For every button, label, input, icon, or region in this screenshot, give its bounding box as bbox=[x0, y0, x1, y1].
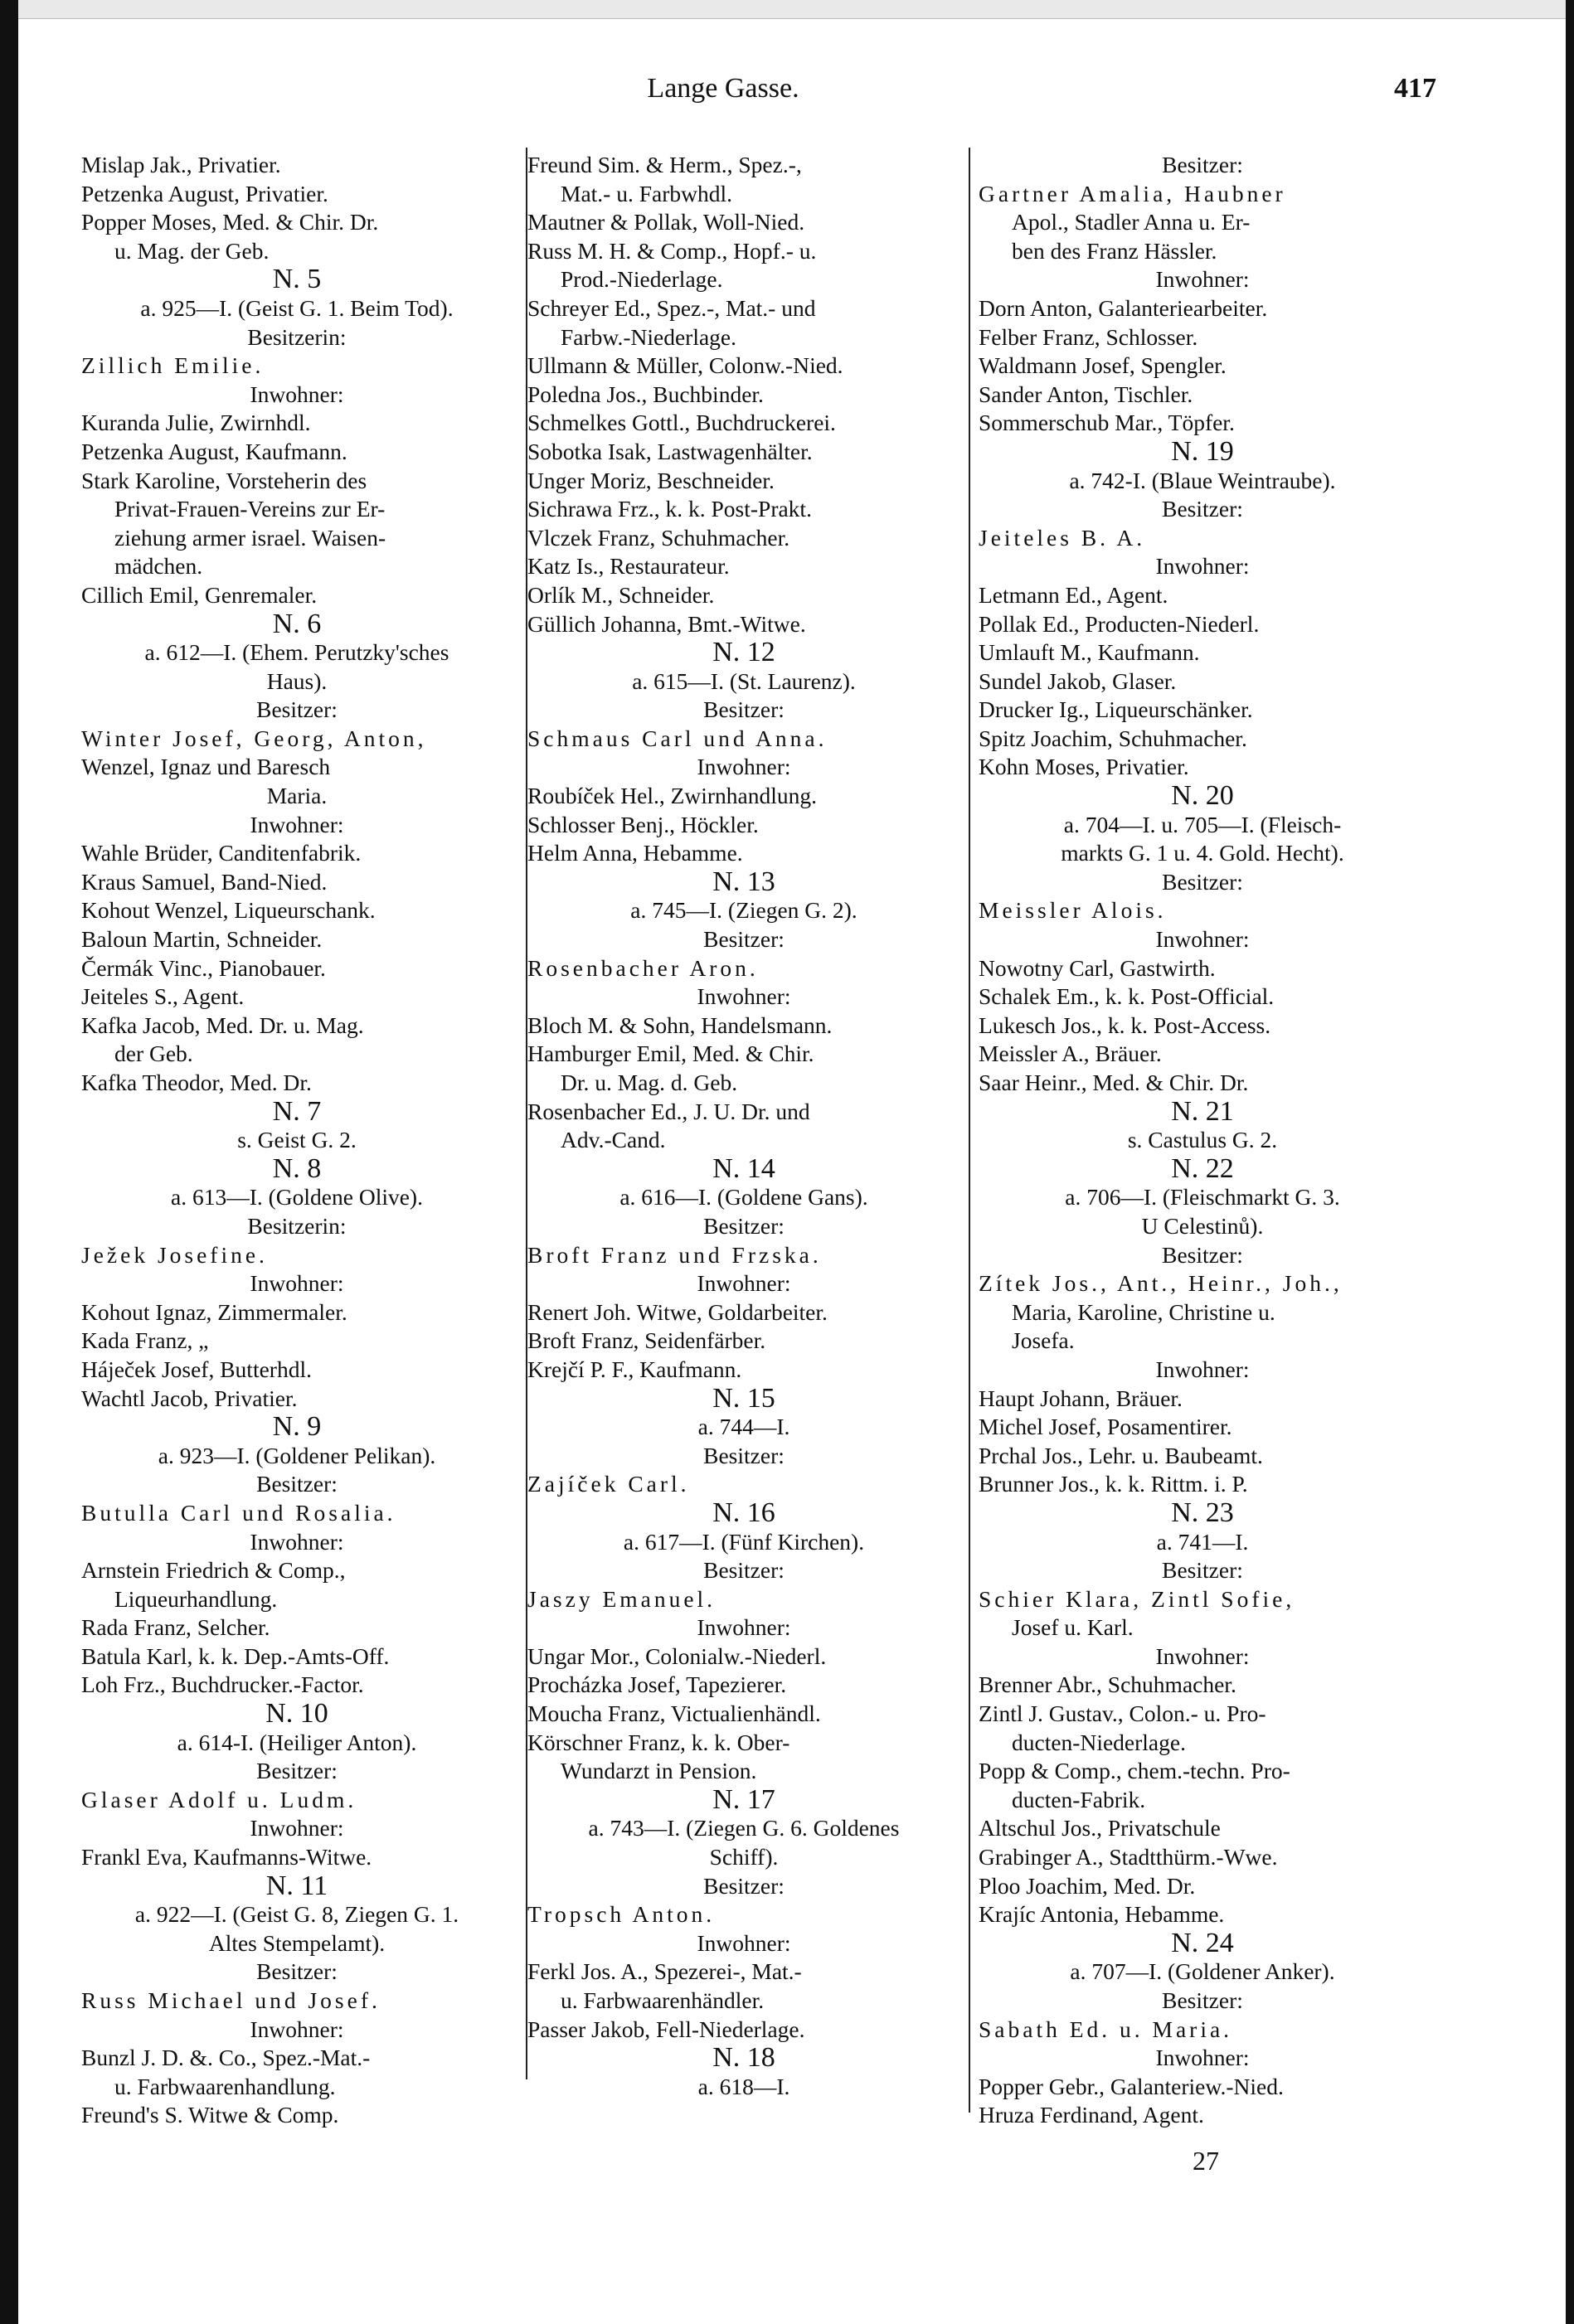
directory-line: Grabinger A., Stadtthürm.-Wwe. bbox=[979, 1844, 1278, 1870]
directory-line: Mat.- u. Farbwhdl. bbox=[561, 180, 732, 206]
directory-line: Inwohner: bbox=[697, 1929, 791, 1956]
directory-line: Apol., Stadler Anna u. Er- bbox=[1012, 209, 1251, 235]
directory-line: Felber Franz, Schlosser. bbox=[979, 323, 1198, 350]
house-number-heading: N. 22 bbox=[1171, 1152, 1234, 1184]
directory-line: Meissler Alois. bbox=[979, 897, 1167, 924]
directory-line: Schmaus Carl und Anna. bbox=[527, 725, 828, 751]
directory-line: Altschul Jos., Privatschule bbox=[979, 1815, 1221, 1841]
directory-line: Unger Moriz, Beschneider. bbox=[527, 467, 775, 493]
directory-line: Frankl Eva, Kaufmanns-Witwe. bbox=[81, 1844, 372, 1870]
directory-line: Rosenbacher Ed., J. U. Dr. und bbox=[527, 1098, 810, 1124]
directory-line: Russ Michael und Josef. bbox=[81, 1987, 381, 2013]
directory-line: Jeiteles B. A. bbox=[979, 524, 1146, 551]
directory-line: Glaser Adolf u. Ludm. bbox=[81, 1786, 357, 1812]
directory-line: Ullmann & Müller, Colonw.-Nied. bbox=[527, 352, 843, 379]
directory-line: a. 707—I. (Goldener Anker). bbox=[1070, 1958, 1335, 1985]
directory-line: Inwohner: bbox=[250, 1270, 344, 1297]
directory-line: Vlczek Franz, Schuhmacher. bbox=[527, 524, 790, 551]
directory-line: a. 615—I. (St. Laurenz). bbox=[632, 667, 856, 694]
directory-line: Kohout Ignaz, Zimmermaler. bbox=[81, 1298, 347, 1325]
directory-line: ziehung armer israel. Waisen- bbox=[114, 524, 386, 551]
directory-line: Meissler A., Bräuer. bbox=[979, 1041, 1162, 1067]
directory-line: Ungar Mor., Colonialw.-Niederl. bbox=[527, 1642, 827, 1669]
house-number-heading: N. 23 bbox=[1171, 1497, 1234, 1528]
house-number-heading: N. 10 bbox=[265, 1698, 328, 1730]
directory-line: Roubíček Hel., Zwirnhandlung. bbox=[527, 783, 818, 809]
directory-line: Besitzer: bbox=[703, 926, 785, 953]
directory-line: a. 922—I. (Geist G. 8, Ziegen G. 1. bbox=[134, 1901, 459, 1928]
directory-line: Wundarzt in Pension. bbox=[561, 1758, 757, 1784]
directory-line: a. 923—I. (Goldener Pelikan). bbox=[158, 1442, 436, 1468]
directory-line: Krajíc Antonia, Hebamme. bbox=[979, 1901, 1225, 1928]
directory-line: Arnstein Friedrich & Comp., bbox=[81, 1557, 346, 1584]
directory-line: Helm Anna, Hebamme. bbox=[527, 840, 743, 866]
directory-line: Inwohner: bbox=[250, 811, 344, 837]
directory-line: Moucha Franz, Victualienhändl. bbox=[527, 1701, 821, 1727]
directory-line: Sander Anton, Tischler. bbox=[979, 381, 1193, 407]
directory-line: Jeiteles S., Agent. bbox=[81, 983, 245, 1010]
directory-line: Bunzl J. D. &. Co., Spez.-Mat.- bbox=[81, 2045, 371, 2071]
directory-line: Inwohner: bbox=[250, 2016, 344, 2042]
directory-line: s. Geist G. 2. bbox=[237, 1127, 357, 1153]
directory-line: Háječek Josef, Butterhdl. bbox=[81, 1356, 312, 1382]
house-number-heading: N. 6 bbox=[272, 608, 322, 639]
house-number-heading: N. 7 bbox=[272, 1095, 322, 1127]
directory-line: Mislap Jak., Privatier. bbox=[81, 152, 281, 177]
directory-line: Sommerschub Mar., Töpfer. bbox=[979, 410, 1235, 436]
house-number-heading: N. 5 bbox=[272, 264, 322, 295]
directory-line: Besitzerin: bbox=[247, 1212, 347, 1239]
directory-line: Körschner Franz, k. k. Ober- bbox=[527, 1729, 790, 1755]
directory-line: Inwohner: bbox=[1155, 926, 1250, 953]
directory-line: Besitzerin: bbox=[247, 323, 347, 350]
directory-line: Brunner Jos., k. k. Rittm. i. P. bbox=[979, 1471, 1248, 1497]
directory-line: Besitzer: bbox=[1162, 868, 1243, 895]
directory-line: Rada Franz, Selcher. bbox=[81, 1614, 270, 1641]
directory-line: Loh Frz., Buchdrucker.-Factor. bbox=[81, 1671, 364, 1698]
directory-line: Besitzer: bbox=[1162, 1557, 1243, 1584]
directory-line: Kohn Moses, Privatier. bbox=[979, 754, 1189, 780]
house-number-heading: N. 21 bbox=[1171, 1095, 1234, 1127]
directory-line: Popper Gebr., Galanteriew.-Nied. bbox=[979, 2073, 1284, 2099]
directory-line: Rosenbacher Aron. bbox=[527, 954, 759, 981]
house-number-heading: N. 16 bbox=[712, 1497, 775, 1528]
directory-line: a. 612—I. (Ehem. Perutzky'sches bbox=[144, 639, 449, 666]
column-right bbox=[979, 151, 1426, 2130]
directory-line: Kada Franz, „ bbox=[81, 1327, 209, 1354]
directory-line: ben des Franz Hässler. bbox=[1012, 237, 1217, 264]
directory-line: Maria. bbox=[266, 783, 328, 809]
sheet-signature: 27 bbox=[1193, 2146, 1219, 2176]
directory-line: Cillich Emil, Genremaler. bbox=[81, 581, 318, 608]
directory-line: Besitzer: bbox=[703, 1557, 785, 1584]
directory-line: Dorn Anton, Galanteriearbeiter. bbox=[979, 294, 1268, 321]
directory-line: Zajíček Carl. bbox=[527, 1471, 690, 1497]
directory-line: ducten-Niederlage. bbox=[1012, 1729, 1186, 1755]
directory-line: Freund's S. Witwe & Comp. bbox=[81, 2102, 339, 2128]
directory-line: Inwohner: bbox=[697, 983, 791, 1010]
directory-line: Inwohner: bbox=[250, 381, 344, 407]
house-number-heading: N. 18 bbox=[712, 2042, 775, 2074]
house-number-heading: N. 12 bbox=[712, 637, 775, 668]
column-middle bbox=[527, 151, 960, 2101]
directory-line: Spitz Joachim, Schuhmacher. bbox=[979, 725, 1247, 751]
house-number-heading: N. 9 bbox=[272, 1411, 322, 1443]
directory-line: Katz Is., Restaurateur. bbox=[527, 553, 730, 580]
directory-line: Batula Karl, k. k. Dep.-Amts-Off. bbox=[81, 1642, 390, 1669]
directory-line: Michel Josef, Posamentirer. bbox=[979, 1414, 1232, 1440]
directory-line: u. Mag. der Geb. bbox=[114, 237, 270, 264]
directory-line: Josef u. Karl. bbox=[1012, 1614, 1134, 1641]
directory-line: Schiff). bbox=[709, 1844, 779, 1870]
directory-line: Waldmann Josef, Spengler. bbox=[979, 352, 1227, 379]
directory-line: Haus). bbox=[266, 667, 328, 694]
directory-line: Schlosser Benj., Höckler. bbox=[527, 811, 759, 837]
directory-line: Mautner & Pollak, Woll-Nied. bbox=[527, 209, 805, 235]
directory-line: Inwohner: bbox=[250, 1815, 344, 1841]
directory-line: Inwohner: bbox=[1155, 266, 1250, 293]
directory-line: Schier Klara, Zintl Sofie, bbox=[979, 1585, 1295, 1612]
house-number-heading: N. 15 bbox=[712, 1382, 775, 1414]
directory-line: Stark Karoline, Vorsteherin des bbox=[81, 467, 367, 493]
directory-line: Dr. u. Mag. d. Geb. bbox=[561, 1070, 738, 1095]
page-title: Lange Gasse. bbox=[647, 73, 799, 104]
directory-line: s. Castulus G. 2. bbox=[1127, 1127, 1278, 1153]
directory-line: U Celestinů). bbox=[1141, 1212, 1264, 1239]
directory-line: Broft Franz, Seidenfärber. bbox=[527, 1327, 766, 1354]
directory-line: Wachtl Jacob, Privatier. bbox=[81, 1385, 298, 1411]
directory-line: a. 618—I. bbox=[697, 2073, 790, 2099]
directory-line: der Geb. bbox=[114, 1041, 193, 1067]
directory-line: Ferkl Jos. A., Spezerei-, Mat.- bbox=[527, 1958, 802, 1985]
directory-line: Renert Joh. Witwe, Goldarbeiter. bbox=[527, 1298, 828, 1325]
directory-line: Wenzel, Ignaz und Baresch bbox=[81, 754, 331, 780]
directory-line: Petzenka August, Privatier. bbox=[81, 180, 328, 206]
directory-line: a. 704—I. u. 705—I. (Fleisch- bbox=[1063, 811, 1342, 837]
column-left bbox=[81, 151, 513, 2130]
directory-line: Tropsch Anton. bbox=[527, 1901, 716, 1928]
directory-line: Procházka Josef, Tapezierer. bbox=[527, 1671, 787, 1698]
directory-line: Besitzer: bbox=[256, 1758, 338, 1784]
directory-line: Jaszy Emanuel. bbox=[527, 1585, 717, 1612]
directory-line: Besitzer: bbox=[703, 1872, 785, 1899]
directory-line: Kafka Theodor, Med. Dr. bbox=[81, 1070, 312, 1095]
directory-line: markts G. 1 u. 4. Gold. Hecht). bbox=[1061, 840, 1344, 866]
directory-line: Liqueurhandlung. bbox=[114, 1585, 278, 1612]
directory-line: Umlauft M., Kaufmann. bbox=[979, 639, 1200, 666]
directory-line: Inwohner: bbox=[1155, 553, 1250, 580]
house-number-heading: N. 8 bbox=[272, 1152, 322, 1184]
directory-line: Passer Jakob, Fell-Niederlage. bbox=[527, 2016, 805, 2042]
directory-line: Besitzer: bbox=[703, 1442, 785, 1468]
directory-line: Privat-Frauen-Vereins zur Er- bbox=[114, 496, 386, 522]
directory-line: Hruza Ferdinand, Agent. bbox=[979, 2102, 1204, 2128]
house-number-heading: N. 14 bbox=[712, 1152, 775, 1184]
directory-line: Winter Josef, Georg, Anton, bbox=[81, 725, 427, 751]
directory-line: Besitzer: bbox=[256, 696, 338, 723]
directory-line: Inwohner: bbox=[697, 754, 791, 780]
directory-line: Gartner Amalia, Haubner bbox=[979, 180, 1286, 206]
directory-line: Besitzer: bbox=[256, 1958, 338, 1985]
directory-line: Letmann Ed., Agent. bbox=[979, 581, 1168, 608]
directory-line: a. 706—I. (Fleischmarkt G. 3. bbox=[1065, 1184, 1340, 1211]
directory-line: u. Farbwaarenhandlung. bbox=[114, 2073, 336, 2099]
directory-line: Inwohner: bbox=[1155, 1356, 1250, 1382]
directory-line: Inwohner: bbox=[1155, 2045, 1250, 2071]
directory-line: Inwohner: bbox=[697, 1614, 791, 1641]
directory-line: Josefa. bbox=[1012, 1327, 1075, 1354]
directory-line: Besitzer: bbox=[1162, 152, 1243, 177]
directory-line: a. 925—I. (Geist G. 1. Beim Tod). bbox=[140, 294, 454, 321]
directory-line: a. 614-I. (Heiliger Anton). bbox=[177, 1729, 417, 1755]
directory-line: Poledna Jos., Buchbinder. bbox=[527, 381, 764, 407]
directory-line: Zintl J. Gustav., Colon.- u. Pro- bbox=[979, 1701, 1266, 1727]
directory-line: a. 742-I. (Blaue Weintraube). bbox=[1069, 467, 1336, 493]
directory-line: Inwohner: bbox=[250, 1528, 344, 1555]
directory-line: Maria, Karoline, Christine u. bbox=[1012, 1298, 1275, 1325]
directory-line: Adv.-Cand. bbox=[561, 1127, 666, 1153]
directory-line: Kafka Jacob, Med. Dr. u. Mag. bbox=[81, 1012, 364, 1038]
directory-line: Schalek Em., k. k. Post-Official. bbox=[979, 983, 1275, 1010]
directory-line: a. 743—I. (Ziegen G. 6. Goldenes bbox=[588, 1815, 900, 1841]
directory-line: Kuranda Julie, Zwirnhdl. bbox=[81, 410, 311, 436]
house-number-heading: N. 13 bbox=[712, 866, 775, 897]
directory-line: mädchen. bbox=[114, 553, 203, 580]
directory-line: Besitzer: bbox=[256, 1471, 338, 1497]
directory-line: Drucker Ig., Liqueurschänker. bbox=[979, 696, 1253, 723]
directory-line: Prchal Jos., Lehr. u. Baubeamt. bbox=[979, 1442, 1263, 1468]
directory-line: Inwohner: bbox=[697, 1270, 791, 1297]
directory-line: Sobotka Isak, Lastwagenhälter. bbox=[527, 438, 813, 464]
page-number: 417 bbox=[1394, 73, 1436, 104]
house-number-heading: N. 17 bbox=[712, 1783, 775, 1815]
directory-line: Zillich Emilie. bbox=[81, 352, 265, 379]
directory-line: Popper Moses, Med. & Chir. Dr. bbox=[81, 209, 379, 235]
column-rule-2 bbox=[969, 148, 970, 2113]
directory-line: Nowotny Carl, Gastwirth. bbox=[979, 954, 1216, 981]
house-number-heading: N. 24 bbox=[1171, 1927, 1234, 1958]
directory-line: Besitzer: bbox=[1162, 496, 1243, 522]
directory-line: Wahle Brüder, Canditenfabrik. bbox=[81, 840, 362, 866]
directory-line: a. 617—I. (Fünf Kirchen). bbox=[623, 1528, 865, 1555]
directory-line: Sabath Ed. u. Maria. bbox=[979, 2016, 1233, 2042]
house-number-heading: N. 19 bbox=[1171, 435, 1234, 467]
page-top-edge bbox=[18, 0, 1566, 19]
directory-line: a. 745—I. (Ziegen G. 2). bbox=[630, 897, 857, 924]
directory-line: Baloun Martin, Schneider. bbox=[81, 926, 323, 953]
directory-line: Schmelkes Gottl., Buchdruckerei. bbox=[527, 410, 836, 436]
directory-line: Besitzer: bbox=[703, 696, 785, 723]
directory-line: Pollak Ed., Producten-Niederl. bbox=[979, 610, 1260, 637]
directory-line: Orlík M., Schneider. bbox=[527, 581, 715, 608]
directory-line: a. 741—I. bbox=[1156, 1528, 1249, 1555]
directory-line: a. 616—I. (Goldene Gans). bbox=[619, 1184, 868, 1211]
house-number-heading: N. 20 bbox=[1171, 780, 1234, 812]
directory-line: Zítek Jos., Ant., Heinr., Joh., bbox=[979, 1270, 1343, 1297]
directory-line: Čermák Vinc., Pianobauer. bbox=[81, 954, 326, 981]
directory-line: Inwohner: bbox=[1155, 1642, 1250, 1669]
directory-line: ducten-Fabrik. bbox=[1012, 1786, 1146, 1812]
directory-line: Prod.-Niederlage. bbox=[561, 266, 723, 293]
directory-line: Besitzer: bbox=[1162, 1241, 1243, 1268]
directory-line: Kohout Wenzel, Liqueurschank. bbox=[81, 897, 376, 924]
directory-line: Saar Heinr., Med. & Chir. Dr. bbox=[979, 1070, 1249, 1095]
directory-line: a. 613—I. (Goldene Olive). bbox=[171, 1184, 423, 1211]
directory-line: Hamburger Emil, Med. & Chir. bbox=[527, 1041, 814, 1067]
directory-line: Besitzer: bbox=[703, 1212, 785, 1239]
directory-line: Haupt Johann, Bräuer. bbox=[979, 1385, 1183, 1411]
directory-line: Russ M. H. & Comp., Hopf.- u. bbox=[527, 237, 817, 264]
directory-line: Sichrawa Frz., k. k. Post-Prakt. bbox=[527, 496, 812, 522]
directory-line: Freund Sim. & Herm., Spez.-, bbox=[527, 152, 802, 177]
directory-line: u. Farbwaarenhändler. bbox=[561, 1987, 765, 2013]
directory-line: a. 744—I. bbox=[697, 1414, 790, 1440]
directory-line: Ploo Joachim, Med. Dr. bbox=[979, 1872, 1196, 1899]
directory-line: Brenner Abr., Schuhmacher. bbox=[979, 1671, 1236, 1698]
directory-line: Popp & Comp., chem.-techn. Pro- bbox=[979, 1758, 1290, 1784]
directory-page bbox=[18, 0, 1566, 2324]
directory-line: Besitzer: bbox=[1162, 1987, 1243, 2013]
directory-line: Kraus Samuel, Band-Nied. bbox=[81, 868, 328, 895]
directory-line: Farbw.-Niederlage. bbox=[561, 323, 737, 350]
directory-line: Schreyer Ed., Spez.-, Mat.- und bbox=[527, 294, 816, 321]
directory-line: Sundel Jakob, Glaser. bbox=[979, 667, 1177, 694]
directory-line: Altes Stempelamt). bbox=[208, 1929, 386, 1956]
directory-line: Güllich Johanna, Bmt.-Witwe. bbox=[527, 610, 806, 637]
directory-line: Lukesch Jos., k. k. Post-Access. bbox=[979, 1012, 1271, 1038]
directory-line: Butulla Carl und Rosalia. bbox=[81, 1499, 396, 1526]
house-number-heading: N. 11 bbox=[265, 1870, 328, 1901]
directory-line: Bloch M. & Sohn, Handelsmann. bbox=[527, 1012, 833, 1038]
directory-line: Ježek Josefine. bbox=[81, 1241, 268, 1268]
directory-line: Broft Franz und Frzska. bbox=[527, 1241, 822, 1268]
directory-line: Krejčí P. F., Kaufmann. bbox=[527, 1356, 742, 1382]
directory-line: Petzenka August, Kaufmann. bbox=[81, 438, 347, 464]
